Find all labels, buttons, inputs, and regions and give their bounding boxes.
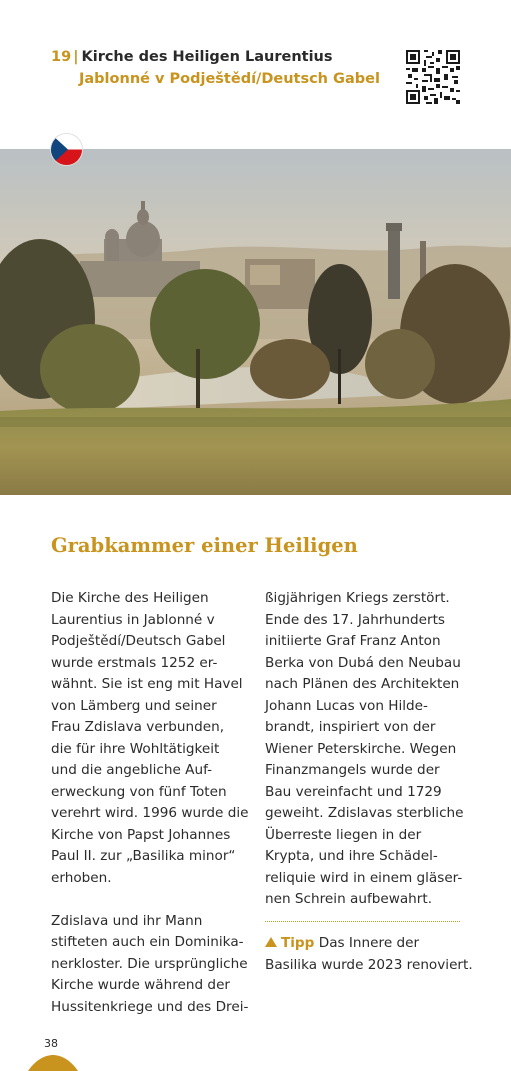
page-header bbox=[51, 46, 391, 90]
page-corner-tab bbox=[28, 1055, 78, 1071]
article-paragraph: ßigjährigen Kriegs zerstört. Ende des 17. Jahrhunderts initiierte Graf Franz Anton Berka von Dubá den Neubau nach Plänen des Architekten Johann Lucas von Hilde- brandt, inspiriert von der Wiener Peterskirche. Wegen Finanzmangels wurde der Bau vereinfacht und 1729 geweiht. Zdislavas sterbliche Überreste liegen in der Krypta, und ihre Schädel- reliquie wird in einem gläser- nen Schrein aufbewahrt. bbox=[265, 590, 464, 907]
tip-divider bbox=[265, 921, 460, 922]
header-separator: | bbox=[73, 49, 79, 65]
page-number: 38 bbox=[44, 1037, 58, 1050]
qr-code-icon[interactable] bbox=[406, 50, 460, 104]
tip-box bbox=[265, 933, 475, 976]
header-title-line bbox=[51, 46, 391, 68]
article-column-left bbox=[51, 588, 256, 1018]
article-paragraph: Die Kirche des Heiligen Laurentius in Jablonné v Podještědí/Deutsch Gabel wurde erstmals 1252 er- wähnt. Sie ist eng mit Havel von Lämberg und seiner Frau Zdislava verbunden, die für ihre Wohltätigkeit und die angebliche Auf- erweckung von fünf Toten verehrt wird. 1996 wurde die Kirche von Papst Johannes Paul II. zur „Basilika minor“ erhoben. bbox=[51, 590, 249, 886]
entry-title: Kirche des Heiligen Laurentius bbox=[81, 49, 333, 65]
article-column-right bbox=[265, 588, 470, 911]
entry-number: 19 bbox=[51, 49, 72, 65]
tip-text: Das Innere der Basilika wurde 2023 renoviert. bbox=[265, 935, 473, 973]
tip-label: Tipp bbox=[281, 935, 315, 951]
triangle-icon bbox=[265, 937, 277, 947]
article-paragraph: Zdislava und ihr Mann stifteten auch ein Dominika- nerkloster. Die ursprüngliche Kirche wurde während der Hussitenkriege und des Drei- bbox=[51, 912, 249, 1015]
entry-location: Jablonné v Podještědí/Deutsch Gabel bbox=[79, 71, 380, 87]
article-heading: Grabkammer einer Heiligen bbox=[51, 534, 358, 557]
czech-flag-icon bbox=[51, 134, 82, 165]
church-landscape-photo bbox=[0, 149, 511, 495]
